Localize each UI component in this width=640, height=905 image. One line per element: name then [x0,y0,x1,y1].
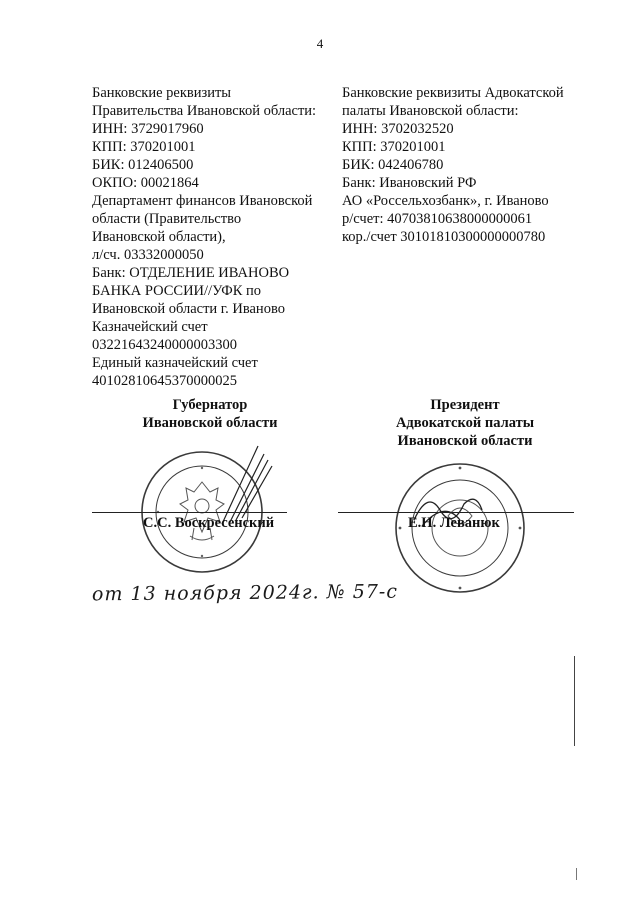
right-signature-line [338,512,574,513]
left-signatory-name: С.С. Воскресенский [143,515,275,531]
left-detail-line: КПП: 370201001 [92,139,196,155]
left-detail-line: л/сч. 03332000050 [92,247,204,263]
left-signature-line [92,512,287,513]
left-detail-line: 40102810645370000025 [92,373,237,389]
right-detail-line: Банковские реквизиты Адвокатской [342,85,564,101]
right-detail-line: кор./счет 30101810300000000780 [342,229,546,245]
right-title-line1: Президент [430,397,500,413]
right-detail-line: БИК: 042406780 [342,157,444,173]
left-title-line2: Ивановской области [142,415,278,431]
left-detail-line: ОКПО: 00021864 [92,175,199,191]
left-detail-line: Единый казначейский счет [92,355,258,371]
right-detail-line: АО «Россельхозбанк», г. Иваново [342,193,549,209]
left-detail-line: БИК: 012406500 [92,157,194,173]
left-detail-line: Банк: ОТДЕЛЕНИЕ ИВАНОВО [92,265,290,281]
left-detail-line: Ивановской области г. Иваново [92,301,285,317]
right-title-line3: Ивановской области [397,433,533,449]
page-number: 4 [316,36,324,51]
left-bank-details [92,84,337,390]
left-detail-line: области (Правительство [92,211,242,227]
right-detail-line: палаты Ивановской области: [342,103,519,119]
right-detail-line: ИНН: 3702032520 [342,121,454,137]
left-detail-line: БАНКА РОССИИ//УФК по [92,283,262,299]
right-signatory-title [345,396,585,450]
scan-edge-mark [576,868,577,880]
right-title-line2: Адвокатской палаты [395,415,535,431]
right-detail-line: КПП: 370201001 [342,139,446,155]
left-detail-line: Банковские реквизиты [92,85,232,101]
handwritten-date-note: от 13 ноября 2024г. № 57-с [91,580,399,606]
left-detail-line: Ивановской области), [92,229,226,245]
scan-margin-mark [574,656,575,746]
left-detail-line: Правительства Ивановской области: [92,103,317,119]
left-detail-line: Департамент финансов Ивановской [92,193,313,209]
left-signatory-title [100,396,320,432]
left-detail-line: Казначейский счет [92,319,208,335]
left-detail-line: 03221643240000003300 [92,337,237,353]
right-detail-line: Банк: Ивановский РФ [342,175,477,191]
right-signatory-name: Е.Н. Леванюк [408,515,500,531]
left-title-line1: Губернатор [172,397,248,413]
right-bank-details [342,84,592,246]
left-detail-line: ИНН: 3729017960 [92,121,204,137]
right-detail-line: р/счет: 40703810638000000061 [342,211,533,227]
